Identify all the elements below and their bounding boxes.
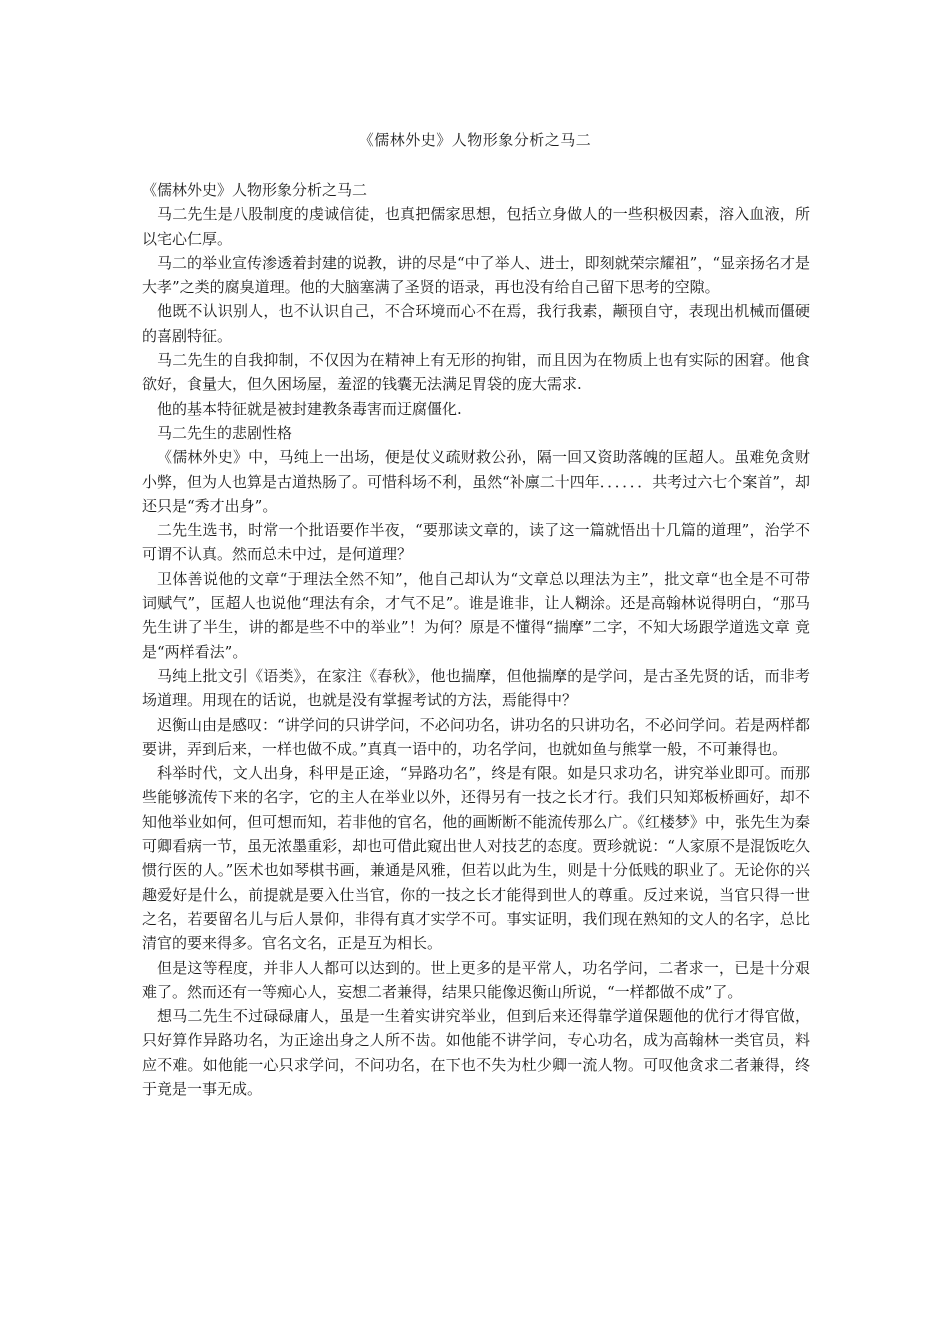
- paragraph: 迟衡山由是感叹：“讲学问的只讲学问，不必问功名，讲功名的只讲功名，不必问学问。若是两样都要讲，弄到后来，一样也做不成。”真真一语中的，功名学问，也就如鱼与熊掌一般，不可兼得也。: [142, 715, 810, 758]
- paragraph: 马二先生是八股制度的虔诚信徒，也真把儒家思想，包括立身做人的一些积极因素，溶入血液，所以宅心仁厚。: [142, 205, 810, 248]
- paragraph: 《儒林外史》中，马纯上一出场，便是仗义疏财救公孙，隔一回又资助落魄的匡超人。虽难免贪财小弊，但为人也算是古道热肠了。可惜科场不利，虽然“补廪二十四年．．．．．．共考过六七个案首”，却还只是“秀才出身”。: [142, 448, 810, 515]
- paragraph: 马二的举业宣传渗透着封建的说教，讲的尽是“中了举人、进士，即刻就荣宗耀祖”，“显亲扬名才是大孝”之类的腐臭道理。他的大脑塞满了圣贤的语录，再也没有给自己留下思考的空隙。: [142, 253, 811, 297]
- paragraph: 卫体善说他的文章“于理法全然不知”，他自己却认为“文章总以理法为主”，批文章“也全是不可带词赋气”，匡超人也说他“理法有余，才气不足”。谁是谁非，让人糊涂。还是高翰林说得明白，“那马先生讲了半生，讲的都是些不中的举业”！为何？原是不懂得“揣摩”二字，不知大场跟学道选文章 竟是“两样看法”。: [142, 569, 810, 661]
- paragraph: 想马二先生不过碌碌庸人，虽是一生着实讲究举业，但到后来还得靠学道保题他的优行才得官做，只好算作异路功名，为正途出身之人所不齿。如他能不讲学问，专心功名，成为高翰林一类官员，料应不难。如他能一心只求学问，不问功名，在下也不失为杜少卿一流人物。可叹他贪求二者兼得，终于竟是一事无成。: [142, 1007, 810, 1098]
- paragraph: 他的基本特征就是被封建教条毒害而迂腐僵化.: [157, 399, 462, 418]
- document-body: [142, 178, 810, 1101]
- paragraph: 但是这等程度，并非人人都可以达到的。世上更多的是平常人，功名学问，二者求一，已是十分艰难了。然而还有一等痴心人，妄想二者兼得，结果只能像迟衡山所说，“一样都做不成”了。: [142, 958, 810, 1001]
- paragraph: 二先生选书，时常一个批语要作半夜，“要那读文章的，读了这一篇就悟出十几篇的道理”，治学不可谓不认真。然而总未中过，是何道理？: [142, 521, 810, 564]
- paragraph: 科举时代，文人出身，科甲是正途，“异路功名”，终是有限。如是只求功名，讲究举业即可。而那些能够流传下来的名字，它的主人在举业以外，还得另有一技之长才行。我们只知郑板桥画好，却不知他举业如何，但可想而知，若非他的官名，他的画断断不能流传那么广。《红楼梦》中，张先生为秦可卿看病一节，虽无浓墨重彩，却也可借此窥出世人对技艺的态度。贾珍就说：“人家原不是混饭吃久惯行医的人。”医术也如琴棋书画，兼通是风雅，但若以此为生，则是十分低贱的职业了。无论你的兴趣爱好是什么，前提就是要入仕当官，你的一技之长才能得到世人的尊重。反过来说，当官只得一世之名，若要留名儿与后人景仰，非得有真才实学不可。事实证明，我们现在熟知的文人的名字，总比清官的要来得多。官名文名，正是互为相长。: [142, 764, 810, 953]
- document-subtitle: 《儒林外史》人物形象分析之马二: [142, 181, 368, 199]
- paragraph: 马二先生的自我抑制，不仅因为在精神上有无形的拘钳，而且因为在物质上也有实际的困窘。他食欲好，食量大，但久困场屋，羞涩的钱囊无法满足胃袋的庞大需求.: [142, 351, 810, 394]
- document-title: 《儒林外史》人物形象分析之马二: [358, 131, 592, 149]
- paragraph: 马纯上批文引《语类》，在家注《春秋》，他也揣摩，但他揣摩的是学问，是古圣先贤的话，而非考场道理。用现在的话说，也就是没有掌握考试的方法，焉能得中？: [142, 666, 810, 710]
- paragraph: 他既不认识别人，也不认识自己，不合环境而心不在焉，我行我素，颟顸自守，表现出机械而僵硬的喜剧特征。: [142, 302, 810, 345]
- section-heading: 马二先生的悲剧性格: [157, 423, 293, 442]
